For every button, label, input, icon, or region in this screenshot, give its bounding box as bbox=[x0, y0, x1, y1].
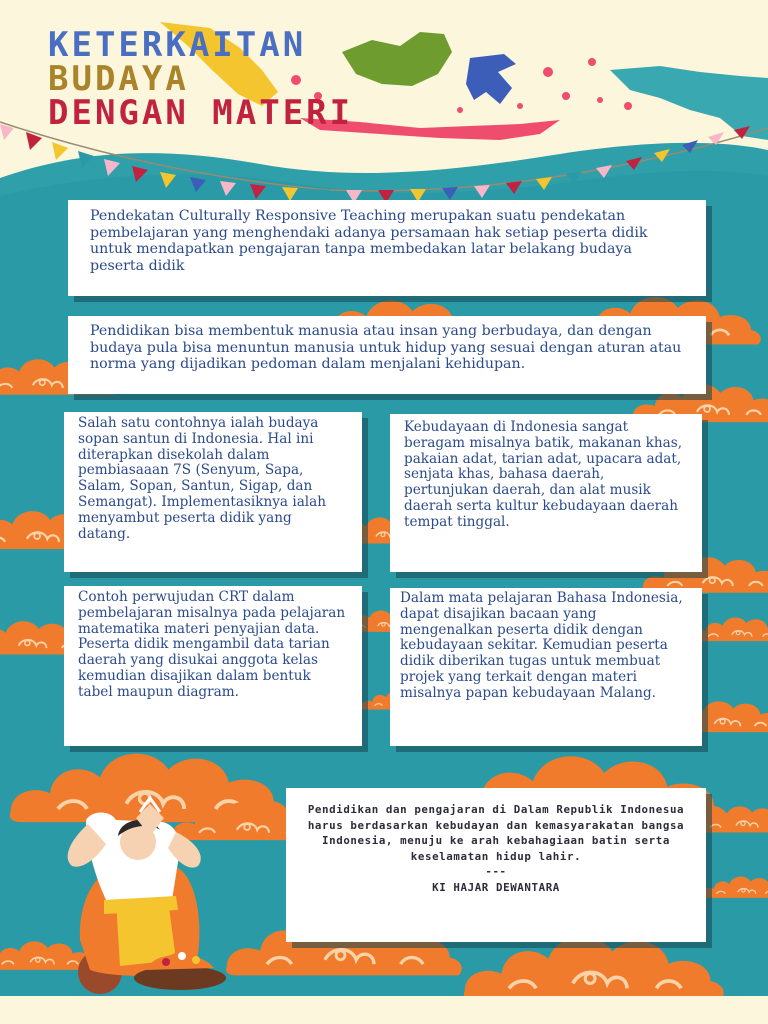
quote-author: KI HAJAR DEWANTARA bbox=[432, 880, 560, 894]
card-text: Contoh perwujudan CRT dalam pembelajaran misalnya pada pelajaran matematika materi penyajian data. Peserta didik mengambil data tarian daerah yang disukai anggota kelas kemudian disajikan dalam bentuk tabel maupun diagram. bbox=[78, 589, 346, 700]
card-text: Kebudayaan di Indonesia sangat beragam misalnya batik, makanan khas, pakaian adat, tarian adat, upacara adat, senjata khas, bahasa daerah, pertunjukan daerah, dan alat musik daerah serta kultur kebudayaan daerah tempat tinggal. bbox=[404, 419, 683, 530]
quote-box bbox=[286, 788, 706, 942]
title-line-2: BUDAYA bbox=[48, 59, 189, 99]
title-line-1: KETERKAITAN bbox=[48, 25, 307, 65]
card-education-culture bbox=[68, 316, 706, 394]
card-indonesian-culture bbox=[390, 414, 702, 572]
card-text: Dalam mata pelajaran Bahasa Indonesia, dapat disajikan bacaan yang mengenalkan peserta didik dengan kebudayaan sekitar. Kemudian peserta didik diberikan tugas untuk membuat projek yang terkait dengan materi misalnya papan kebudayaan Malang. bbox=[400, 590, 683, 701]
card-text: Salah satu contohnya ialah budaya sopan santun di Indonesia. Hal ini diterapkan disekolah dalam pembiasaaan 7S (Senyum, Sapa, Salam, Sopan, Santun, Sigap, dan Semangat). Implementasiknya ialah menyambut peserta didik yang datang. bbox=[78, 415, 327, 542]
quote-text: Pendidikan dan pengajaran di Dalam Republik Indonesua harus berdasarkan kebudayan dan kemasyarakatan bangsa Indonesia, menuju ke arah kebahagiaan batin serta keselamatan hidup lahir. bbox=[307, 803, 685, 863]
quote-separator: --- bbox=[485, 865, 507, 879]
card-math-example bbox=[64, 586, 362, 746]
title-line-3: DENGAN MATERI bbox=[48, 93, 354, 133]
card-text: Pendidikan bisa membentuk manusia atau insan yang berbudaya, dan dengan budaya pula bisa menuntun manusia untuk hidup yang sesuai dengan aturan atau norma yang dijadikan pedoman dalam menjalani kehidupan. bbox=[90, 323, 682, 372]
card-bahasa-example bbox=[390, 588, 702, 746]
card-example-7s bbox=[64, 412, 362, 572]
card-text: Pendekatan Culturally Responsive Teaching merupakan suatu pendekatan pembelajaran yang menghendaki adanya persamaan hak setiap peserta didik untuk mendapatkan pengajaran tanpa membedakan latar belakang budaya peserta didik bbox=[90, 208, 648, 274]
card-crt-definition bbox=[68, 200, 706, 296]
